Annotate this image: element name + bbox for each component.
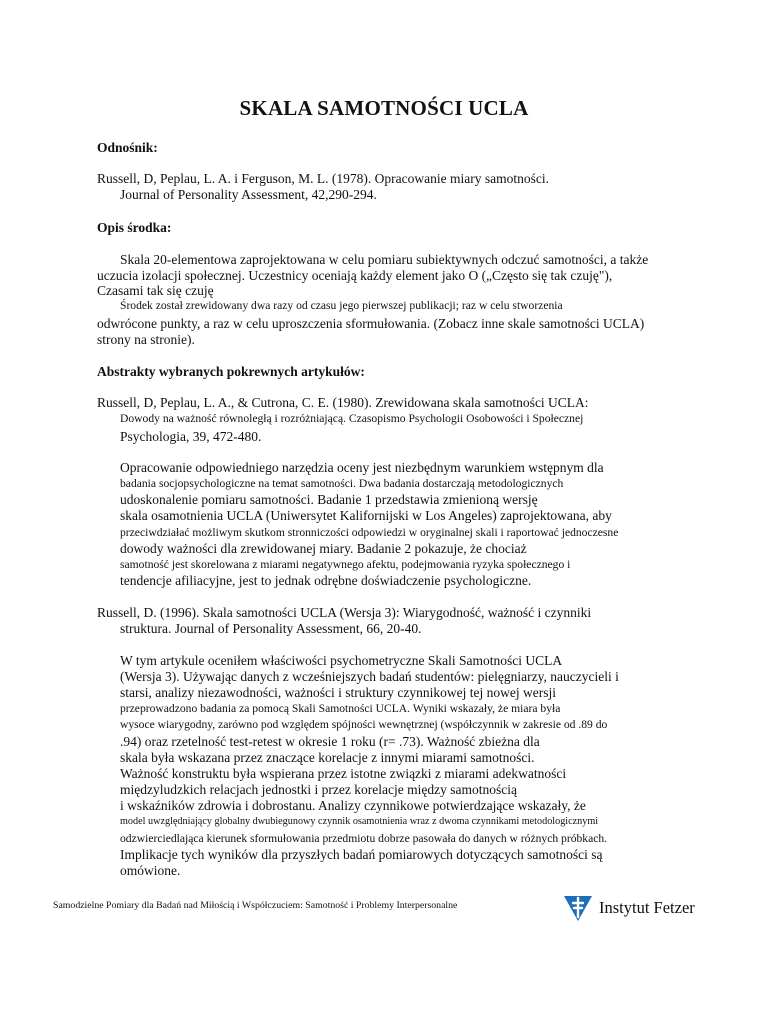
article1-abstract-line: przeciwdziałać możliwym skutkom stronniczości odpowiedzi w oryginalnej skali i raportować jednoczesne [120, 526, 619, 539]
article2-abstract-line: międzyludzkich relacjach jednostki i przez korelacje między samotnością [120, 782, 517, 797]
description-line: uczucia izolacji społecznej. Uczestnicy oceniają każdy element jako O („Często się tak czuję"), [97, 268, 613, 283]
article2-citation-line: struktura. Journal of Personality Assessment, 66, 20-40. [120, 621, 422, 636]
article1-abstract-line: skala osamotnienia UCLA (Uniwersytet Kalifornijski w Los Angeles) zaprojektowana, aby [120, 508, 612, 523]
article1-abstract-line: samotność jest skorelowana z miarami negatywnego afektu, podejmowania ryzyka społecznego i [120, 558, 571, 571]
article1-abstract-line: Opracowanie odpowiedniego narzędzia oceny jest niezbędnym warunkiem wstępnym dla [120, 460, 604, 475]
article1-abstract-line: dowody ważności dla zrewidowanej miary. Badanie 2 pokazuje, że chociaż [120, 541, 527, 556]
fetzer-logo [563, 893, 695, 923]
description-line: Czasami tak się czuję [97, 283, 214, 298]
reference-line: Journal of Personality Assessment, 42,290-294. [120, 187, 377, 202]
article2-abstract-line: .94) oraz rzetelność test-retest w okresie 1 roku (r= .73). Ważność zbieżna dla [120, 734, 540, 749]
article1-abstract-line: tendencje afiliacyjne, jest to jednak odrębne doświadczenie psychologiczne. [120, 573, 532, 588]
description-line: Środek został zrewidowany dwa razy od czasu jego pierwszej publikacji; raz w celu stworzenia [120, 299, 563, 312]
footer-text: Samodzielne Pomiary dla Badań nad Miłością i Współczuciem: Samotność i Problemy Interpersonalne [53, 900, 458, 911]
article2-abstract-line: wysoce wiarygodny, zarówno pod względem spójności wewnętrznej (współczynnik w zakresie od .89 do [120, 718, 608, 731]
article1-citation-line: Psychologia, 39, 472-480. [120, 429, 262, 444]
article2-abstract-line: i wskaźników zdrowia i dobrostanu. Analizy czynnikowe potwierdzające wskazały, że [120, 798, 586, 813]
article1-citation-line: Russell, D, Peplau, L. A., & Cutrona, C. E. (1980). Zrewidowana skala samotności UCLA: [97, 395, 589, 410]
article2-abstract-line: przeprowadzono badania za pomocą Skali Samotności UCLA. Wyniki wskazały, że miara była [120, 702, 561, 715]
article2-abstract-line: skala była wskazana przez znaczące korelacje z innymi miarami samotności. [120, 750, 535, 765]
article2-abstract-line: starsi, analizy niezawodności, ważności i struktury czynnikowej tej nowej wersji [120, 685, 557, 700]
article2-abstract-line: model uwzględniający globalny dwubiegunowy czynnik osamotnienia wraz z dwoma czynnikami metodologicznymi [120, 816, 599, 827]
description-line: Skala 20-elementowa zaprojektowana w celu pomiaru subiektywnych odczuć samotności, a także [120, 252, 649, 267]
description-heading: Opis środka: [97, 220, 172, 235]
article1-abstract-line: badania socjopsychologiczne na temat samotności. Dwa badania dostarczają metodologicznych [120, 477, 564, 490]
article2-abstract-line: Ważność konstruktu była wspierana przez istotne związki z miarami adekwatności [120, 766, 567, 781]
reference-line: Russell, D, Peplau, L. A. i Ferguson, M. L. (1978). Opracowanie miary samotności. [97, 171, 549, 186]
article1-citation-line: Dowody na ważność równoległą i rozróżniającą. Czasopismo Psychologii Osobowości i Społecznej [120, 412, 584, 425]
article2-abstract-line: odzwierciedlająca kierunek sformułowania przedmiotu dobrze pasowała do danych w różnych próbkach. [120, 832, 608, 845]
article2-abstract-line: (Wersja 3). Używając danych z wcześniejszych badań studentów: pielęgniarzy, nauczycieli i [120, 669, 619, 684]
logo-text: Instytut Fetzer [599, 898, 695, 917]
reference-heading: Odnośnik: [97, 140, 158, 155]
article2-abstract-line: W tym artykule oceniłem właściwości psychometryczne Skali Samotności UCLA [120, 653, 563, 668]
description-line: odwrócone punkty, a raz w celu uproszczenia sformułowania. (Zobacz inne skale samotności UCLA) [97, 316, 645, 331]
page-title: SKALA SAMOTNOŚCI UCLA [239, 96, 529, 120]
abstracts-heading: Abstrakty wybranych pokrewnych artykułów: [97, 364, 365, 379]
article2-abstract-line: omówione. [120, 863, 181, 878]
article2-abstract-line: Implikacje tych wyników dla przyszłych badań pomiarowych dotyczących samotności są [120, 847, 603, 862]
article2-citation-line: Russell, D. (1996). Skala samotności UCLA (Wersja 3): Wiarygodność, ważność i czynniki [97, 605, 592, 620]
fetzer-logo-icon [563, 893, 593, 923]
article1-abstract-line: udoskonalenie pomiaru samotności. Badanie 1 przedstawia zmienioną wersję [120, 492, 538, 507]
description-line: strony na stronie). [97, 332, 195, 347]
